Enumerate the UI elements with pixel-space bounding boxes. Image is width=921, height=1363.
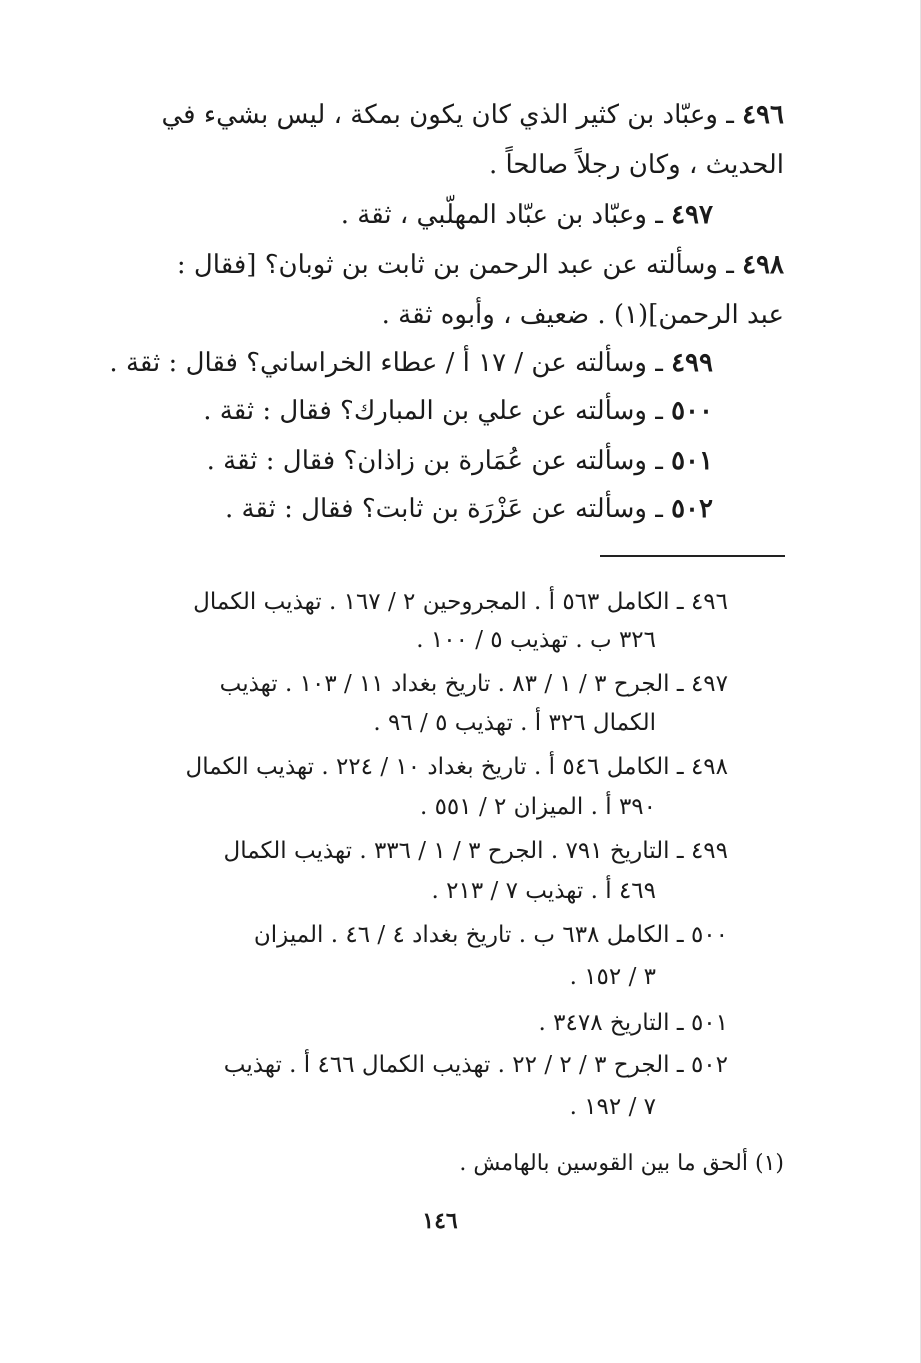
page-number: ١٤٦ (422, 1208, 458, 1234)
entry-497-line (341, 198, 713, 232)
entry-498-line-2 (382, 298, 784, 332)
note-497-line-2: الكمال ٣٢٦ أ . تهذيب ٥ / ٩٦ . (373, 710, 656, 736)
entry-501-number: ٥٠١ (671, 446, 713, 476)
note-497-line-1: ٤٩٧ ـ الجرح ٣ / ١ / ٨٣ . تاريخ بغداد ١١ / ١٠٣ . تهذيب (219, 671, 728, 697)
note-500-line-2: ٣ / ١٥٢ . (569, 964, 656, 990)
entry-496-line-1 (161, 98, 784, 132)
footnote (459, 1149, 784, 1179)
entry-502-number: ٥٠٢ (671, 494, 713, 524)
entry-501-text: ـ وسألته عن عُمَارة بن زاذان؟ فقال : ثقة . (206, 446, 672, 476)
entry-496-text-1: ـ وعبّاد بن كثير الذي كان يكون بمكة ، ليس بشيء في (161, 100, 743, 130)
entry-500-number: ٥٠٠ (671, 396, 713, 426)
entry-501-line (207, 444, 713, 478)
note-499-line-1: ٤٩٩ ـ التاريخ ٧٩١ . الجرح ٣ / ١ / ٣٣٦ . تهذيب الكمال (223, 838, 728, 864)
entry-500-text: ـ وسألته عن علي بن المبارك؟ فقال : ثقة . (203, 396, 672, 426)
entry-498-text-1: ـ وسألته عن عبد الرحمن بن ثابت بن ثوبان؟ [فقال : (176, 250, 743, 280)
note-499-line-2: ٤٦٩ أ . تهذيب ٧ / ٢١٣ . (431, 878, 656, 904)
entry-498-number: ٤٩٨ (742, 250, 784, 280)
entry-499-number: ٤٩٩ (671, 348, 713, 378)
entry-497-number: ٤٩٧ (671, 200, 713, 230)
note-496-line-1: ٤٩٦ ـ الكامل ٥٦٣ أ . المجروحين ٢ / ١٦٧ . تهذيب الكمال (193, 589, 728, 615)
note-500-line-1: ٥٠٠ ـ الكامل ٦٣٨ ب . تاريخ بغداد ٤ / ٤٦ . الميزان (253, 922, 728, 948)
entry-498-line-1 (177, 248, 784, 282)
note-502-line-2: ٧ / ١٩٢ . (569, 1094, 656, 1120)
footnote-marker: (١) (754, 1151, 784, 1176)
note-498-line-2: ٣٩٠ أ . الميزان ٢ / ٥٥١ . (419, 794, 656, 820)
note-496-line-2: ٣٢٦ ب . تهذيب ٥ / ١٠٠ . (416, 627, 656, 653)
entry-496-line-2 (489, 148, 784, 182)
entry-497-text: ـ وعبّاد بن عبّاد المهلّبي ، ثقة . (340, 200, 672, 230)
entry-499-line (109, 346, 713, 380)
notes-separator (600, 555, 785, 557)
note-498-line-1: ٤٩٨ ـ الكامل ٥٤٦ أ . تاريخ بغداد ١٠ / ٢٢٤ . تهذيب الكمال (185, 754, 728, 780)
entry-496-text-2: الحديث ، وكان رجلاً صالحاً . (488, 150, 784, 180)
entry-496-number: ٤٩٦ (742, 100, 784, 130)
entry-499-text: ـ وسألته عن / ١٧ أ / عطاء الخراساني؟ فقال : ثقة . (109, 348, 672, 378)
footnote-text: ألحق ما بين القوسين بالهامش . (459, 1151, 755, 1176)
note-502-line-1: ٥٠٢ ـ الجرح ٣ / ٢ / ٢٢ . تهذيب الكمال ٤٦٦ أ . تهذيب (223, 1052, 728, 1078)
entry-498-text-2: عبد الرحمن](١) . ضعيف ، وأبوه ثقة . (381, 300, 784, 330)
entry-502-text: ـ وسألته عن عَزْرَة بن ثابت؟ فقال : ثقة . (225, 494, 672, 524)
entry-500-line (203, 394, 713, 428)
note-501-line-1: ٥٠١ ـ التاريخ ٣٤٧٨ . (538, 1010, 728, 1036)
entry-502-line (225, 492, 713, 526)
